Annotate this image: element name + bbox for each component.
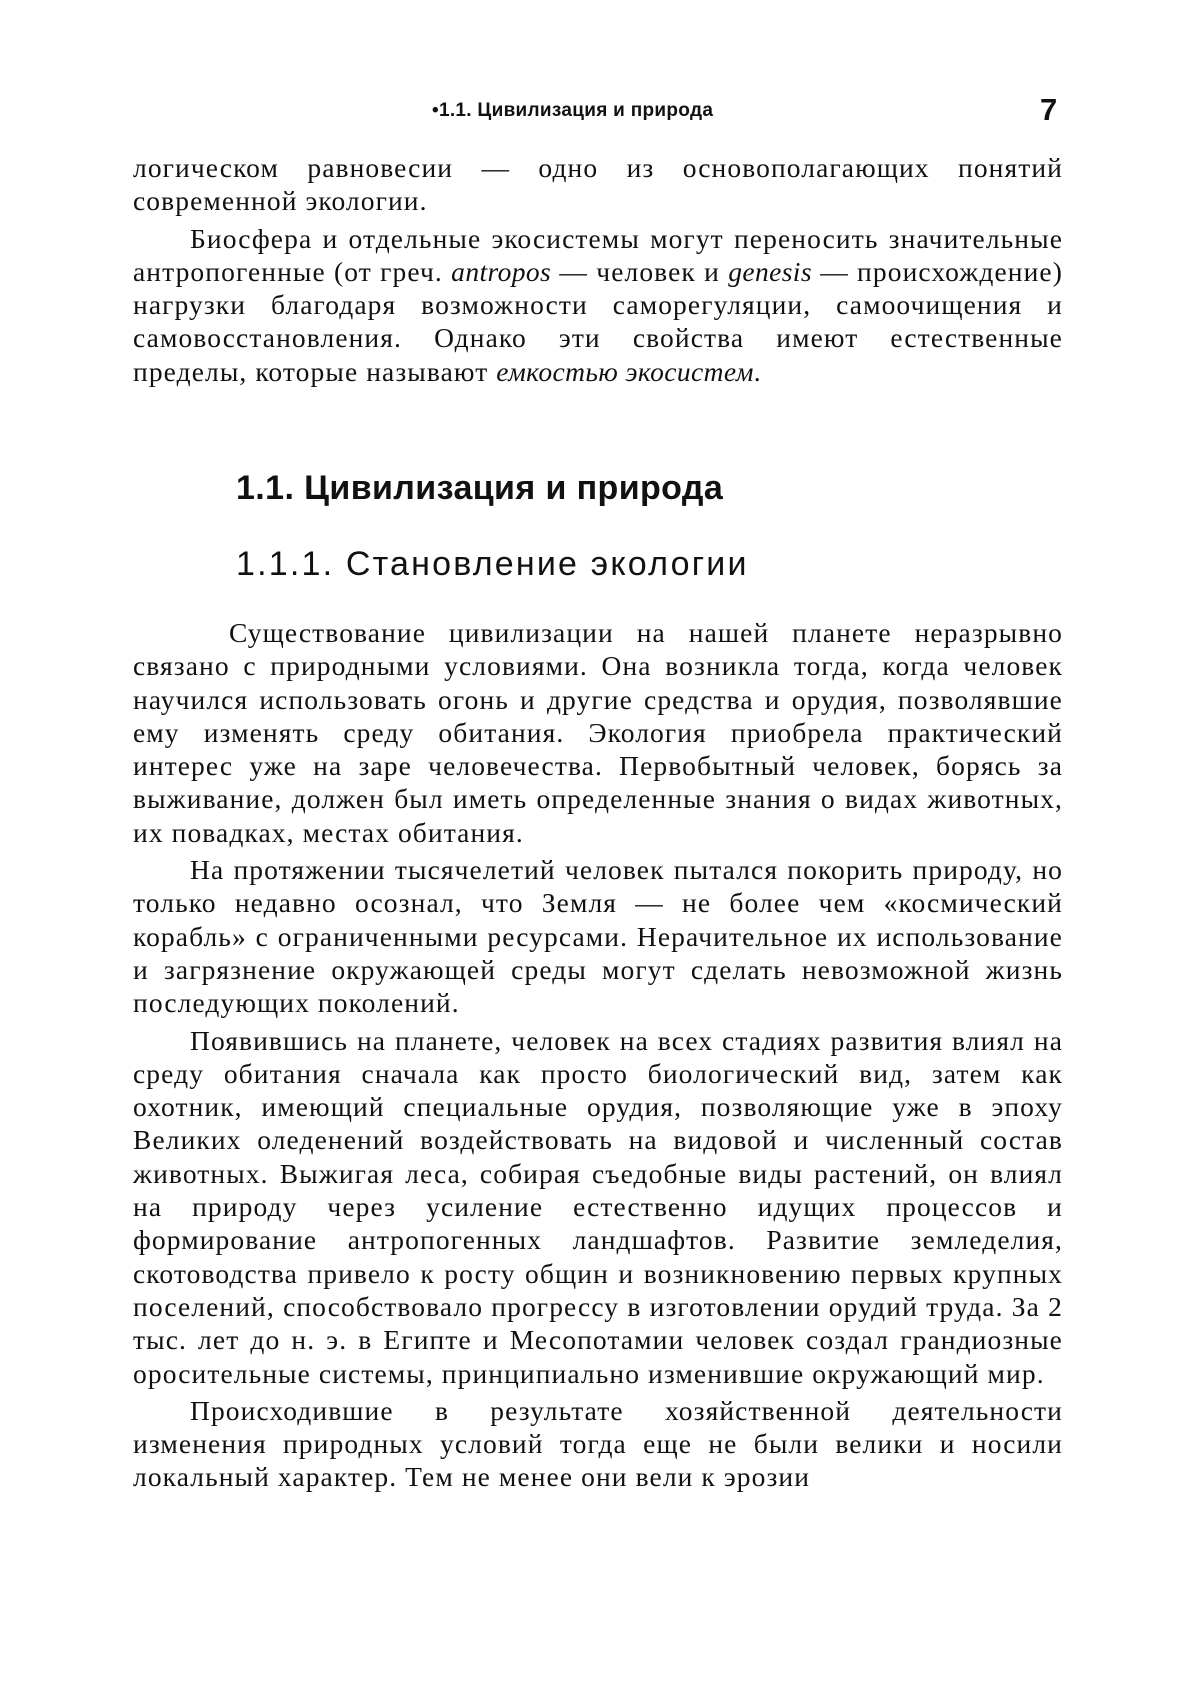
running-header [0, 92, 1200, 132]
body-paragraph-4: Происходившие в результате хозяйственной деятельности изменения природных условий тогда еще не были велики и носили локальный характер. Тем не менее они вели к эрозии [133, 1394, 1063, 1494]
page-number: 7 [1040, 92, 1057, 128]
intro-text-span: — человек и [551, 256, 728, 287]
body-paragraph-2: На протяжении тысячелетий человек пытался покорить природу, но только недавно осознал, что Земля — не более чем «космический корабль» с ограниченными ресурсами. Нерачительное их использование и загрязнение окружающей среды могут сделать невозможной жизнь последующих поколений. [133, 853, 1063, 1019]
subsection-title: 1.1.1. Становление экологии [236, 545, 749, 584]
term-ecosystem-capacity: емкостью экосистем [496, 356, 753, 387]
intro-paragraph-2 [133, 222, 1063, 388]
intro-text-span: . [754, 356, 762, 387]
running-title: •1.1. Цивилизация и природа [432, 100, 713, 122]
body-text [133, 616, 1063, 1494]
term-antropos: antropos [451, 256, 551, 287]
body-paragraph-3: Появившись на планете, человек на всех стадиях развития влиял на среду обитания сначала как просто биологический вид, затем как охотник, имеющий специальные орудия, позволяющие уже в эпоху Великих оледенений воздействовать на видовой и численный состав животных. Выжигая леса, собирая съедобные виды растений, он влиял на природу через усиление естественно идущих процессов и формирование антропогенных ландшафтов. Развитие земледелия, скотоводства привело к росту общин и возникновению первых крупных поселений, способствовало прогрессу в изготовлении орудий труда. За 2 тыс. лет до н. э. в Египте и Месопотамии человек создал грандиозные оросительные системы, принципиально изменившие окружающий мир. [133, 1024, 1063, 1390]
intro-text [133, 151, 1063, 388]
intro-text-span: — происхождение) нагрузки благодаря возможности саморегуляции, самоочищения и самовосстановления. Однако эти свойства имеют естественные пределы, которые называют [133, 256, 1063, 387]
term-genesis: genesis [728, 256, 812, 287]
intro-paragraph-1: логическом равновесии — одно из основополагающих понятий современной экологии. [133, 151, 1063, 218]
intro-text-span: Биосфера и отдельные экосистемы могут переносить значительные антропогенные (от греч. [133, 223, 1063, 287]
section-title: 1.1. Цивилизация и природа [236, 469, 723, 508]
body-paragraph-1: Существование цивилизации на нашей планете неразрывно связано с природными условиями. Она возникла тогда, когда человек научился использовать огонь и другие средства и орудия, позволявшие ему изменять среду обитания. Экология приобрела практический интерес уже на заре человечества. Первобытный человек, борясь за выживание, должен был иметь определенные знания о видах животных, их повадках, местах обитания. [133, 616, 1063, 849]
